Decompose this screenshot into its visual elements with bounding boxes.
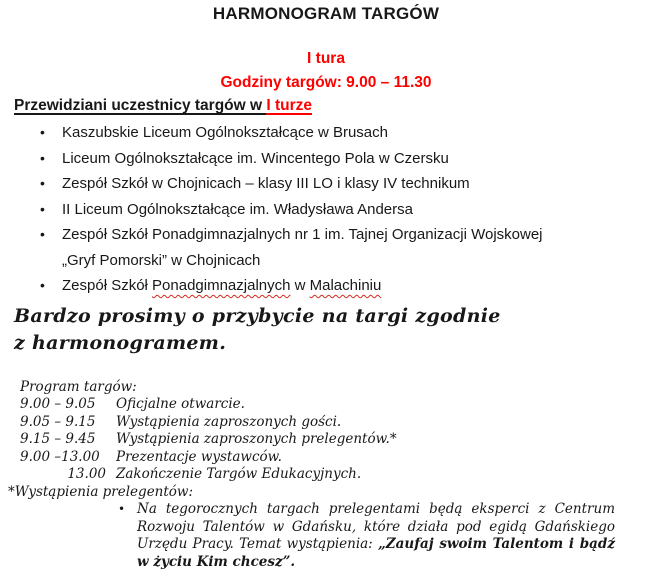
program-description: Wystąpienia zaproszonych prelegentów.* bbox=[116, 431, 397, 447]
school-name bbox=[62, 273, 638, 299]
program-time: 9.00 –13.00 bbox=[20, 448, 100, 465]
school-name-line2: „Gryf Pomorski” w Chojnicach bbox=[62, 251, 261, 269]
document-title: HARMONOGRAM TARGÓW bbox=[212, 4, 440, 23]
misspelled-word: Malachiniu bbox=[309, 277, 382, 294]
program-description: Wystąpienia zaproszonych gości. bbox=[116, 413, 342, 430]
bullet-icon: • bbox=[40, 175, 45, 191]
session-hours: Godziny targów: 9.00 – 11.30 bbox=[220, 74, 432, 91]
school-name bbox=[62, 222, 638, 273]
program-description: Oficjalne otwarcie. bbox=[116, 396, 245, 412]
school-name: Zespół Szkół w Chojnicach – klasy III LO i klasy IV technikum bbox=[62, 175, 470, 192]
school-name: Kaszubskie Liceum Ogólnokształcące w Brusach bbox=[62, 124, 388, 141]
misspelled-word: Ponadgimnazjalnych bbox=[152, 277, 291, 294]
list-item bbox=[40, 222, 638, 273]
program-section bbox=[14, 379, 638, 484]
program-time: 9.15 – 9.45 bbox=[20, 431, 96, 447]
bullet-icon: • bbox=[40, 124, 45, 140]
program-row bbox=[20, 396, 638, 414]
school-name-segment: Zespół Szkół bbox=[62, 277, 153, 294]
notice-line2: z harmonogramem. bbox=[14, 331, 227, 354]
bullet-icon: • bbox=[40, 277, 45, 293]
schools-list bbox=[14, 120, 638, 299]
list-item bbox=[40, 197, 638, 223]
school-name-line1: Zespół Szkół Ponadgimnazjalnych nr 1 im. Tajnej Organizacji Wojskowej bbox=[62, 226, 543, 243]
program-description: Zakończenie Targów Edukacyjnych. bbox=[116, 466, 362, 482]
list-item bbox=[40, 146, 638, 172]
participants-heading-black: Przewidziani uczestnicy targów w bbox=[14, 97, 267, 114]
notice-line1: Bardzo prosimy o przybycie na targi zgodnie bbox=[14, 304, 501, 327]
footnote-body: Na tegorocznych targach prelegentami będą eksperci z Centrum Rozwoju Talentów w Gdańsku, które działa pod egidą Gdańskiego Urzędu Pracy. Temat wystąpienia: bbox=[137, 501, 615, 552]
footnote-quote: „Zaufaj swoim Talentom i bądź w życiu Kim chcesz”. bbox=[137, 536, 615, 570]
program-row bbox=[20, 466, 638, 484]
footnote-text bbox=[137, 501, 615, 571]
bullet-icon: • bbox=[40, 149, 45, 166]
school-name: II Liceum Ogólnokształcące im. Władysława Andersa bbox=[62, 200, 413, 218]
program-row bbox=[20, 449, 638, 467]
session-heading: I tura bbox=[307, 50, 345, 67]
school-name-segment: w bbox=[290, 277, 310, 294]
participants-heading bbox=[14, 96, 638, 115]
bullet-icon: • bbox=[40, 200, 45, 217]
program-row bbox=[20, 414, 638, 432]
participants-heading-red: I turze bbox=[266, 97, 313, 114]
list-item bbox=[40, 171, 638, 197]
bullet-icon: • bbox=[118, 502, 126, 516]
footnote-item bbox=[118, 501, 638, 571]
notice-text bbox=[14, 303, 638, 357]
list-item bbox=[40, 120, 638, 146]
program-time: 9.05 – 9.15 bbox=[20, 413, 96, 430]
list-item bbox=[40, 273, 638, 299]
program-time: 9.00 – 9.05 bbox=[20, 396, 96, 412]
footnote-heading: *Wystąpienia prelegentów: bbox=[8, 483, 194, 500]
school-name: Liceum Ogólnokształcące im. Wincentego Pola w Czersku bbox=[62, 149, 449, 167]
program-time: 13.00 bbox=[67, 466, 106, 482]
program-heading: Program targów: bbox=[20, 378, 137, 395]
bullet-icon: • bbox=[40, 226, 45, 242]
program-description: Prezentacje wystawców. bbox=[116, 448, 282, 465]
program-row bbox=[20, 431, 638, 449]
